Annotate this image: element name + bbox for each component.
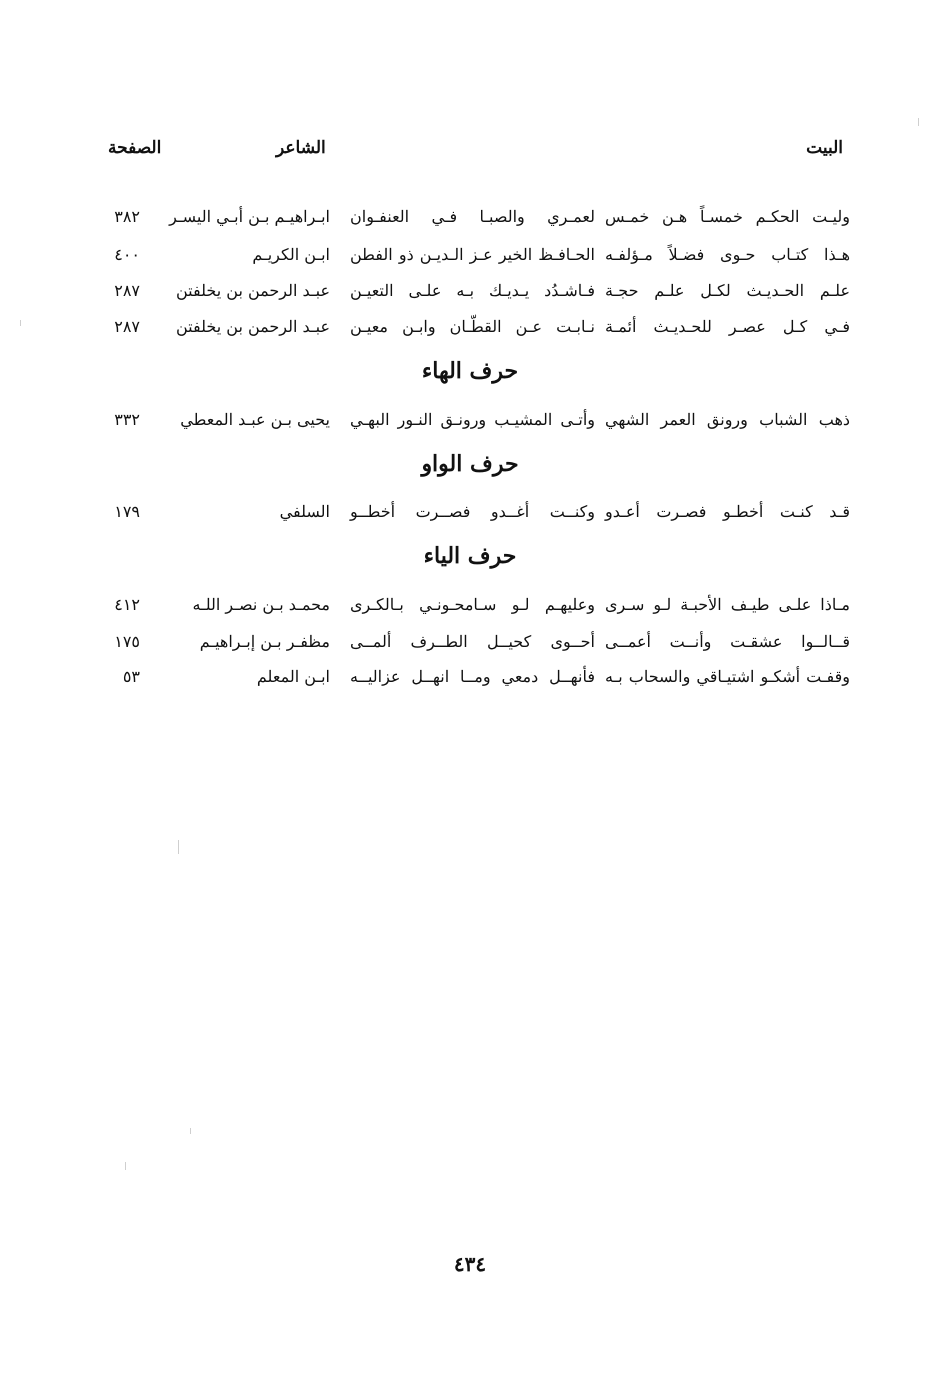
poet-name: عبـد الرحمن بن يخلفتن [176, 317, 330, 336]
verse-first-hemistich: قـد كنـت أخطـو فصـرت أعـدو [605, 502, 850, 521]
table-row [95, 662, 850, 692]
poet-name: مظفـر بـن إبـراهيـم [199, 632, 330, 651]
table-row [95, 497, 850, 527]
poet-name: السلفي [279, 502, 330, 521]
scan-speck [125, 1162, 126, 1170]
page-ref: ٣٣٢ [114, 410, 140, 429]
verse-first-hemistich: هـذا كتـاب حـوى فضـلاً مـؤلفـه [605, 245, 850, 264]
section-heading: حرف الياء [423, 543, 517, 569]
verse-second-hemistich: أحــوى كحيــل الطــرف ألمــى [350, 632, 595, 651]
verse-second-hemistich: وكنــت أغــدو فصــرت أخطــو [350, 502, 595, 521]
table-row [95, 240, 850, 270]
scan-speck [20, 320, 21, 326]
poet-name: يحيى بـن عبـد المعطي [180, 410, 330, 429]
verse-second-hemistich: وعليهـم لـو سـامحـونـي بـالكـرى [350, 595, 595, 614]
table-row [95, 276, 850, 306]
page-ref: ٣٨٢ [114, 207, 140, 226]
verse-first-hemistich: قــالــوا عشقـت وأنــت أعمــى [605, 632, 850, 651]
section-heading: حرف الواو [421, 451, 519, 477]
verse-first-hemistich: وليـت الحكـم خمسـاً هـن خمـس [605, 207, 850, 226]
verse-first-hemistich: وقفـت أشكـو اشتيـاقي والسحاب بـه [605, 667, 850, 686]
verse-first-hemistich: ذهب الشباب ورونق العمر الشهي [605, 410, 850, 429]
scan-speck [190, 1128, 191, 1134]
page-ref: ٢٨٧ [114, 281, 140, 300]
verse-second-hemistich: فـاشـدُد يـديـك بـه علـى التعيـن [350, 281, 595, 300]
page-ref: ٤١٢ [114, 595, 140, 614]
table-row [95, 202, 850, 232]
page-number: ٤٣٤ [453, 1252, 487, 1276]
scan-speck [918, 118, 919, 126]
page-ref: ٥٣ [122, 667, 140, 686]
column-header-page: الصفحة [108, 138, 162, 158]
page-ref: ١٧٥ [114, 632, 140, 651]
column-header-poet: الشاعر [276, 138, 326, 158]
verse-second-hemistich: الحـافـظ الخير عـز الـديـن ذو الفطن [350, 245, 595, 264]
verse-first-hemistich: فـي كـل عصـر للحـديـث أئمـة [605, 317, 850, 336]
table-row [95, 312, 850, 342]
poet-name: عبـد الرحمن بن يخلفتن [176, 281, 330, 300]
table-row [95, 590, 850, 620]
poet-name: ابـراهيـم بـن أبـي اليسـر [169, 207, 330, 226]
table-row [95, 405, 850, 435]
table-row [95, 627, 850, 657]
poet-name: ابـن الكريـم [252, 245, 330, 264]
scan-speck [178, 840, 179, 854]
section-heading: حرف الهاء [421, 358, 519, 384]
page-ref: ٢٨٧ [114, 317, 140, 336]
verse-second-hemistich: وأتـى المشيـب ورونـق النـور البهـي [350, 410, 595, 429]
verse-second-hemistich: فأنهــل دمعي ومــا انهــل عزاليــه [350, 667, 595, 686]
poet-name: محمـد بـن نصـر اللـه [192, 595, 330, 614]
verse-first-hemistich: علـم الحـديـث لكـل علـم حجـة [605, 281, 850, 300]
page-ref: ١٧٩ [114, 502, 140, 521]
poet-name: ابـن المعلم [256, 667, 330, 686]
verse-second-hemistich: لعمـري والصبـا فـي العنفـوان [350, 207, 595, 226]
column-header-verse: البيت [806, 138, 843, 158]
verse-first-hemistich: مـاذا علـى طيـف الأحبـة لـو سـرى [605, 595, 850, 614]
verse-second-hemistich: نـابـت عـن القطّـان وابـن معيـن [350, 317, 595, 336]
page-ref: ٤٠٠ [114, 245, 140, 264]
